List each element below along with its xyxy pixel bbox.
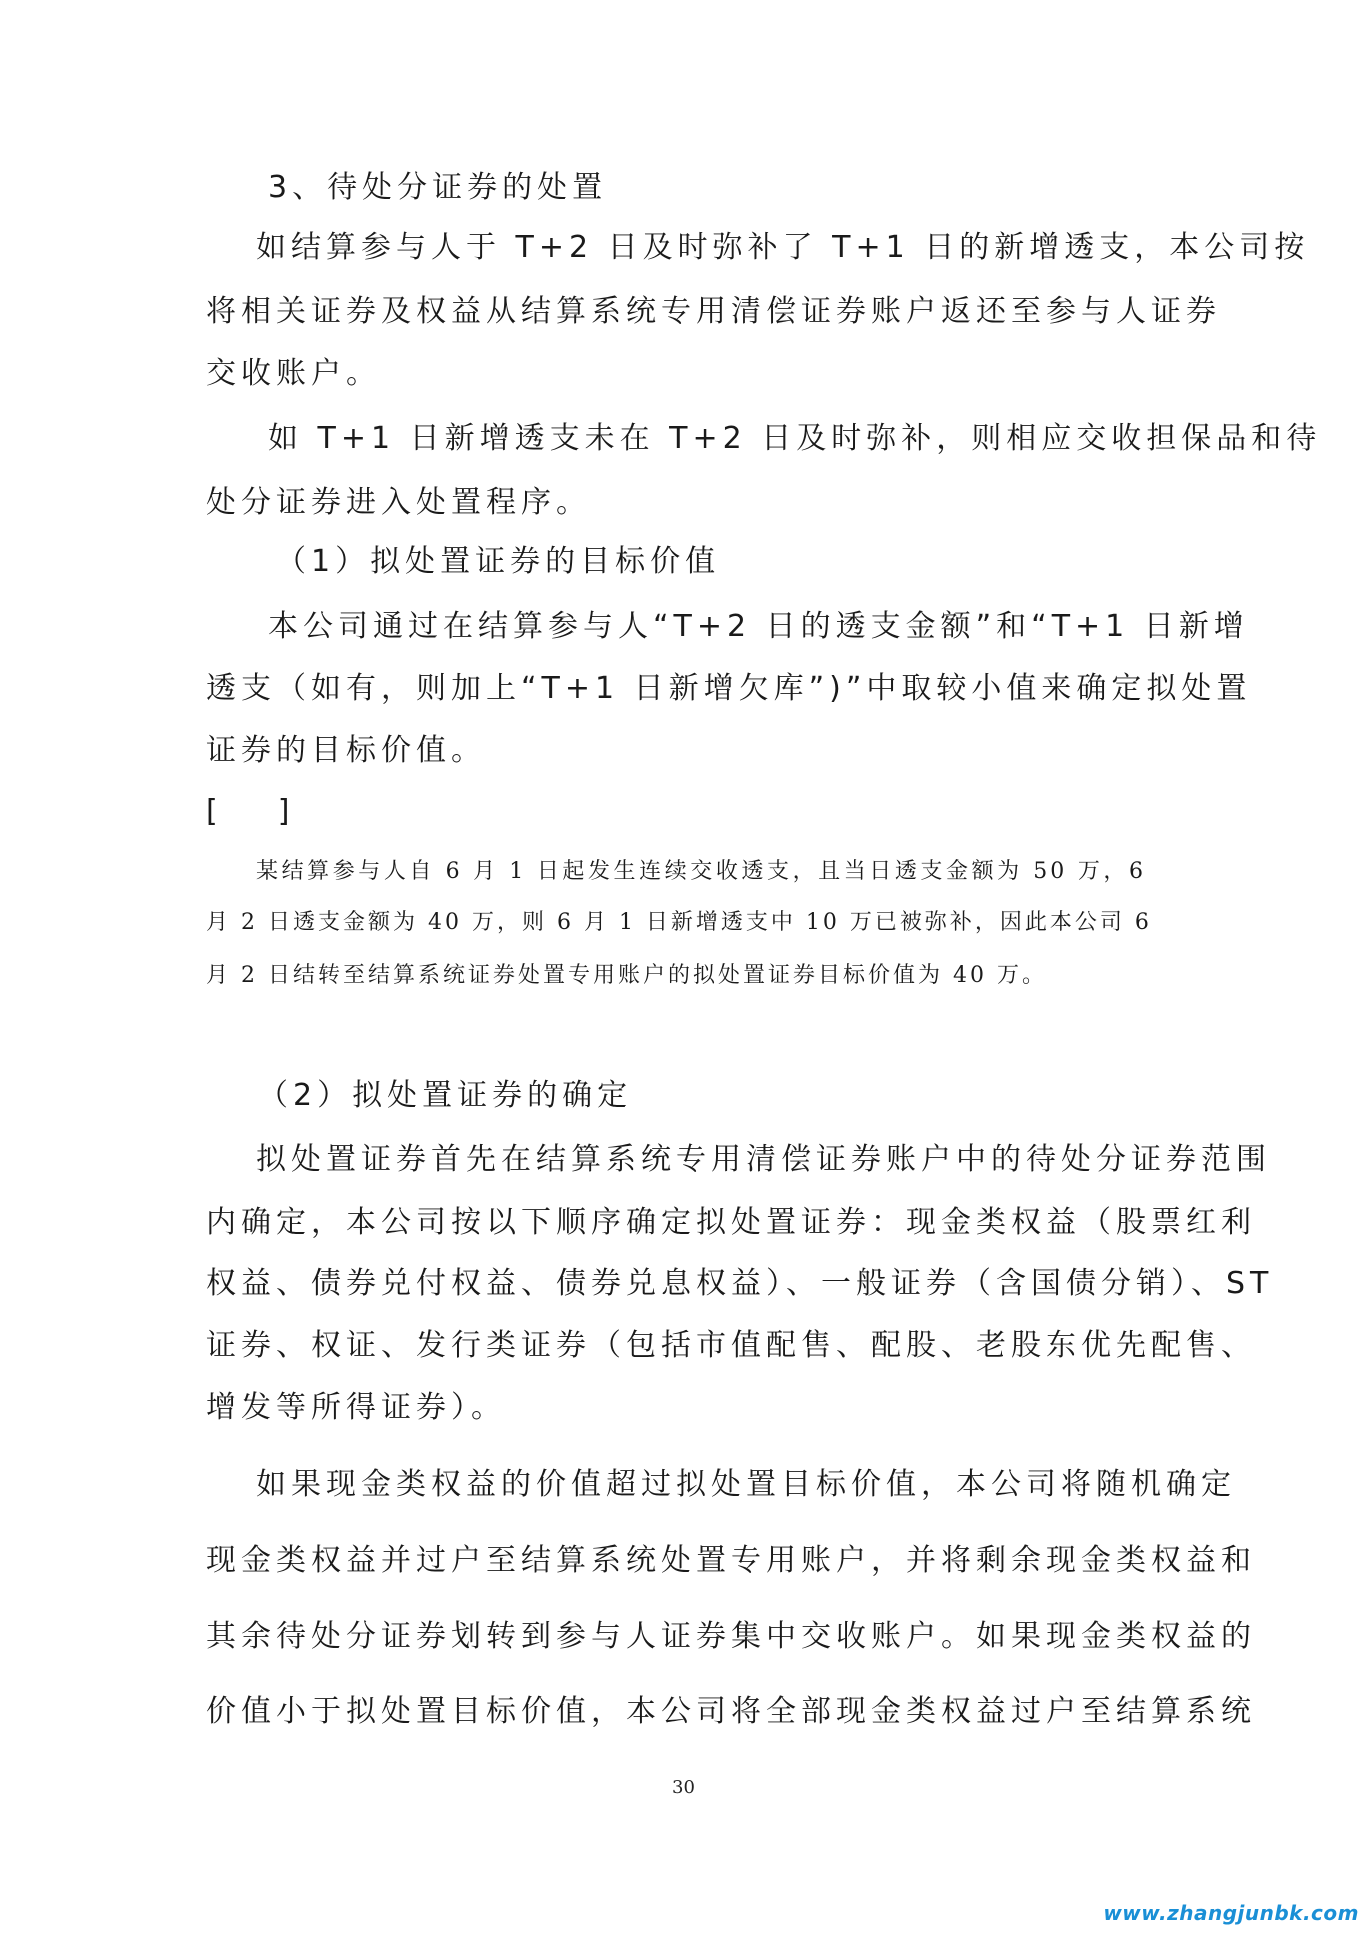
paragraph-line: 将相关证券及权益从结算系统专用清偿证券账户返还至参与人证券: [206, 294, 1221, 329]
section-heading: 3、待处分证券的处置: [268, 170, 608, 205]
example-line: 月 2 日结转至结算系统证券处置专用账户的拟处置证券目标价值为 40 万。: [206, 963, 1047, 988]
page-number: 30: [672, 1777, 695, 1798]
paragraph-line: 增发等所得证券）。: [206, 1390, 506, 1425]
example-line: 某结算参与人自 6 月 1 日起发生连续交收透支，且当日透支金额为 50 万，6: [256, 859, 1146, 884]
paragraph-line: 证券的目标价值。: [206, 733, 486, 768]
subsection-heading: （2）拟处置证券的确定: [258, 1078, 633, 1113]
paragraph-line: 如果现金类权益的价值超过拟处置目标价值，本公司将随机确定: [256, 1467, 1236, 1502]
paragraph-line: 证券、权证、发行类证券（包括市值配售、配股、老股东优先配售、: [206, 1328, 1256, 1363]
paragraph-line: 如结算参与人于 T+2 日及时弥补了 T+1 日的新增透支，本公司按: [256, 230, 1310, 265]
paragraph-line: 透支（如有，则加上“T+1 日新增欠库”)”中取较小值来确定拟处置: [206, 671, 1252, 706]
watermark: www.zhangjunbk.com: [1103, 1901, 1359, 1925]
paragraph-line: 内确定，本公司按以下顺序确定拟处置证券：现金类权益（股票红利: [206, 1205, 1256, 1240]
paragraph-line: 交收账户。: [206, 356, 381, 391]
paragraph-line: 现金类权益并过户至结算系统处置专用账户，并将剩余现金类权益和: [206, 1543, 1256, 1578]
paragraph-line: 其余待处分证券划转到参与人证券集中交收账户。如果现金类权益的: [206, 1619, 1256, 1654]
paragraph-line: 如 T+1 日新增透支未在 T+2 日及时弥补，则相应交收担保品和待: [268, 421, 1322, 456]
bracket-marker: [ ]: [206, 794, 290, 829]
paragraph-line: 权益、债券兑付权益、债券兑息权益）、一般证券（含国债分销）、ST: [206, 1266, 1274, 1301]
example-line: 月 2 日透支金额为 40 万，则 6 月 1 日新增透支中 10 万已被弥补，因此本公司 6: [206, 910, 1152, 935]
paragraph-line: 价值小于拟处置目标价值，本公司将全部现金类权益过户至结算系统: [206, 1694, 1256, 1729]
paragraph-line: 处分证券进入处置程序。: [206, 485, 591, 520]
paragraph-line: 本公司通过在结算参与人“T+2 日的透支金额”和“T+1 日新增: [268, 609, 1249, 644]
paragraph-line: 拟处置证券首先在结算系统专用清偿证券账户中的待处分证券范围: [256, 1142, 1271, 1177]
subsection-heading: （1）拟处置证券的目标价值: [276, 544, 721, 579]
